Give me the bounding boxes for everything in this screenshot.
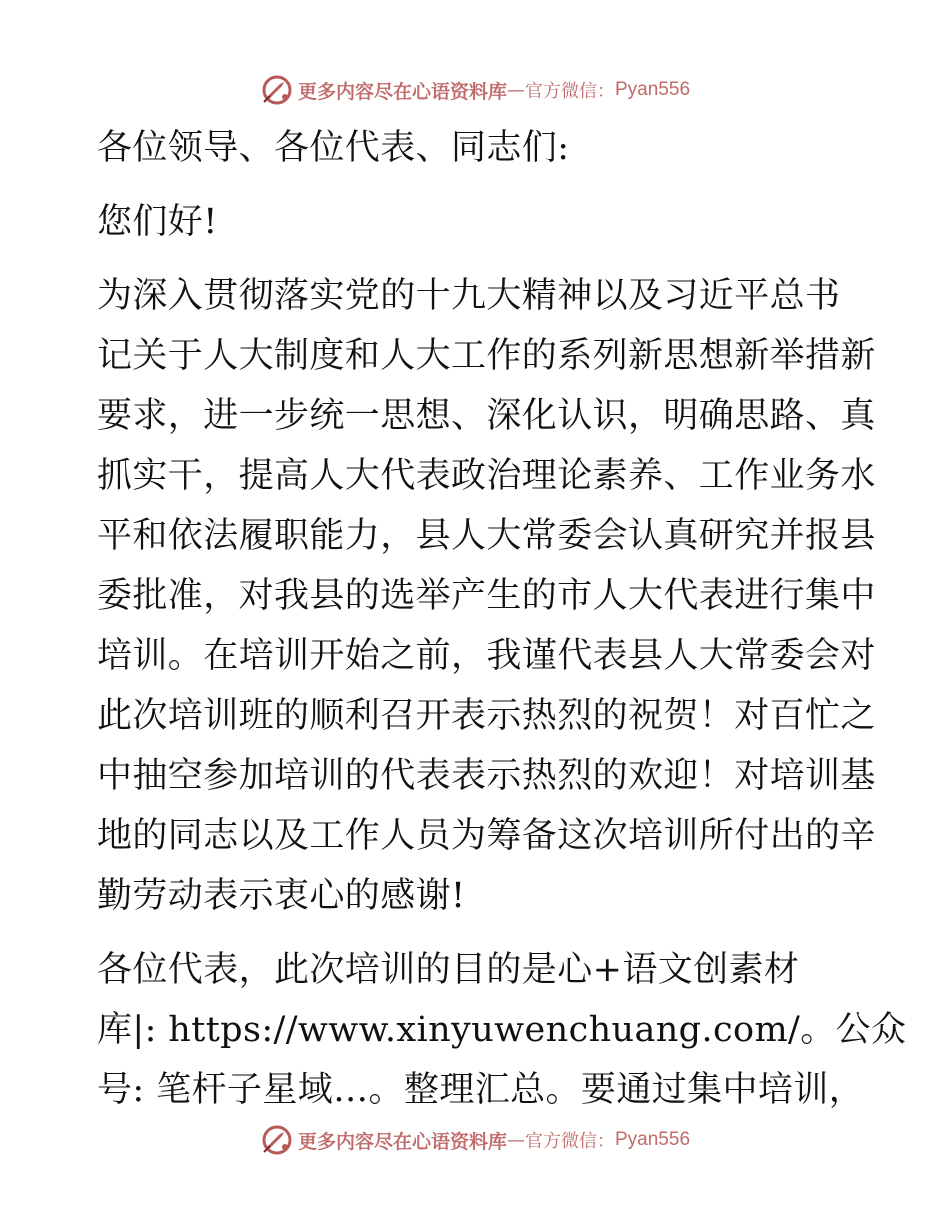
pen-logo-icon — [260, 73, 294, 107]
pen-logo-icon — [260, 1123, 294, 1157]
paragraph-line: 要求，进一步统一思想、深化认识，明确思路、真 — [97, 396, 876, 436]
banner-main-text: 更多内容尽在心语资料库 — [297, 80, 507, 103]
paragraph-line: 培训。在培训开始之前，我谨代表县人大常委会对 — [97, 636, 876, 676]
paragraph-line: 记关于人大制度和人大工作的系列新思想新举措新 — [97, 336, 876, 376]
banner-separator: — — [507, 1129, 525, 1151]
paragraph-2 — [97, 940, 907, 1120]
paragraph-line: 此次培训班的顺利召开表示热烈的祝贺！对百忙之 — [97, 696, 876, 736]
banner-wechat-id: Pyan556 — [615, 1129, 691, 1150]
paragraph-line: 中抽空参加培训的代表表示热烈的欢迎！对培训基 — [97, 756, 876, 796]
hello-line: 您们好! — [97, 202, 218, 242]
paragraph-line: 抓实干，提高人大代表政治理论素养、工作业务水 — [97, 456, 876, 496]
paragraph-line-with-link: 库|: https://www.xinyuwenchuang.com/。公众 — [97, 1010, 907, 1050]
banner-wechat-label: 官方微信： — [525, 81, 615, 102]
banner-wechat-id: Pyan556 — [615, 79, 691, 100]
watermark-banner-bottom — [0, 1120, 950, 1160]
banner-main-text: 更多内容尽在心语资料库 — [297, 1130, 507, 1153]
paragraph-line: 号: 笔杆子星域…。整理汇总。要通过集中培训， — [97, 1070, 865, 1110]
paragraph-line: 委批准，对我县的选举产生的市人大代表进行集中 — [97, 576, 876, 616]
banner-separator: — — [507, 79, 525, 101]
paragraph-line: 各位代表，此次培训的目的是心+语文创素材 — [97, 950, 800, 990]
banner-wechat-label: 官方微信： — [525, 1131, 615, 1152]
watermark-banner-top — [0, 70, 950, 110]
greeting-line: 各位领导、各位代表、同志们: — [97, 128, 570, 168]
paragraph-line: 勤劳动表示衷心的感谢! — [97, 876, 466, 916]
paragraph-line: 地的同志以及工作人员为筹备这次培训所付出的辛 — [97, 816, 876, 856]
document-body — [97, 118, 907, 1120]
paragraph-line: 平和依法履职能力，县人大常委会认真研究并报县 — [97, 516, 876, 556]
paragraph-1 — [97, 266, 876, 926]
paragraph-line: 为深入贯彻落实党的十九大精神以及习近平总书 — [97, 276, 841, 316]
